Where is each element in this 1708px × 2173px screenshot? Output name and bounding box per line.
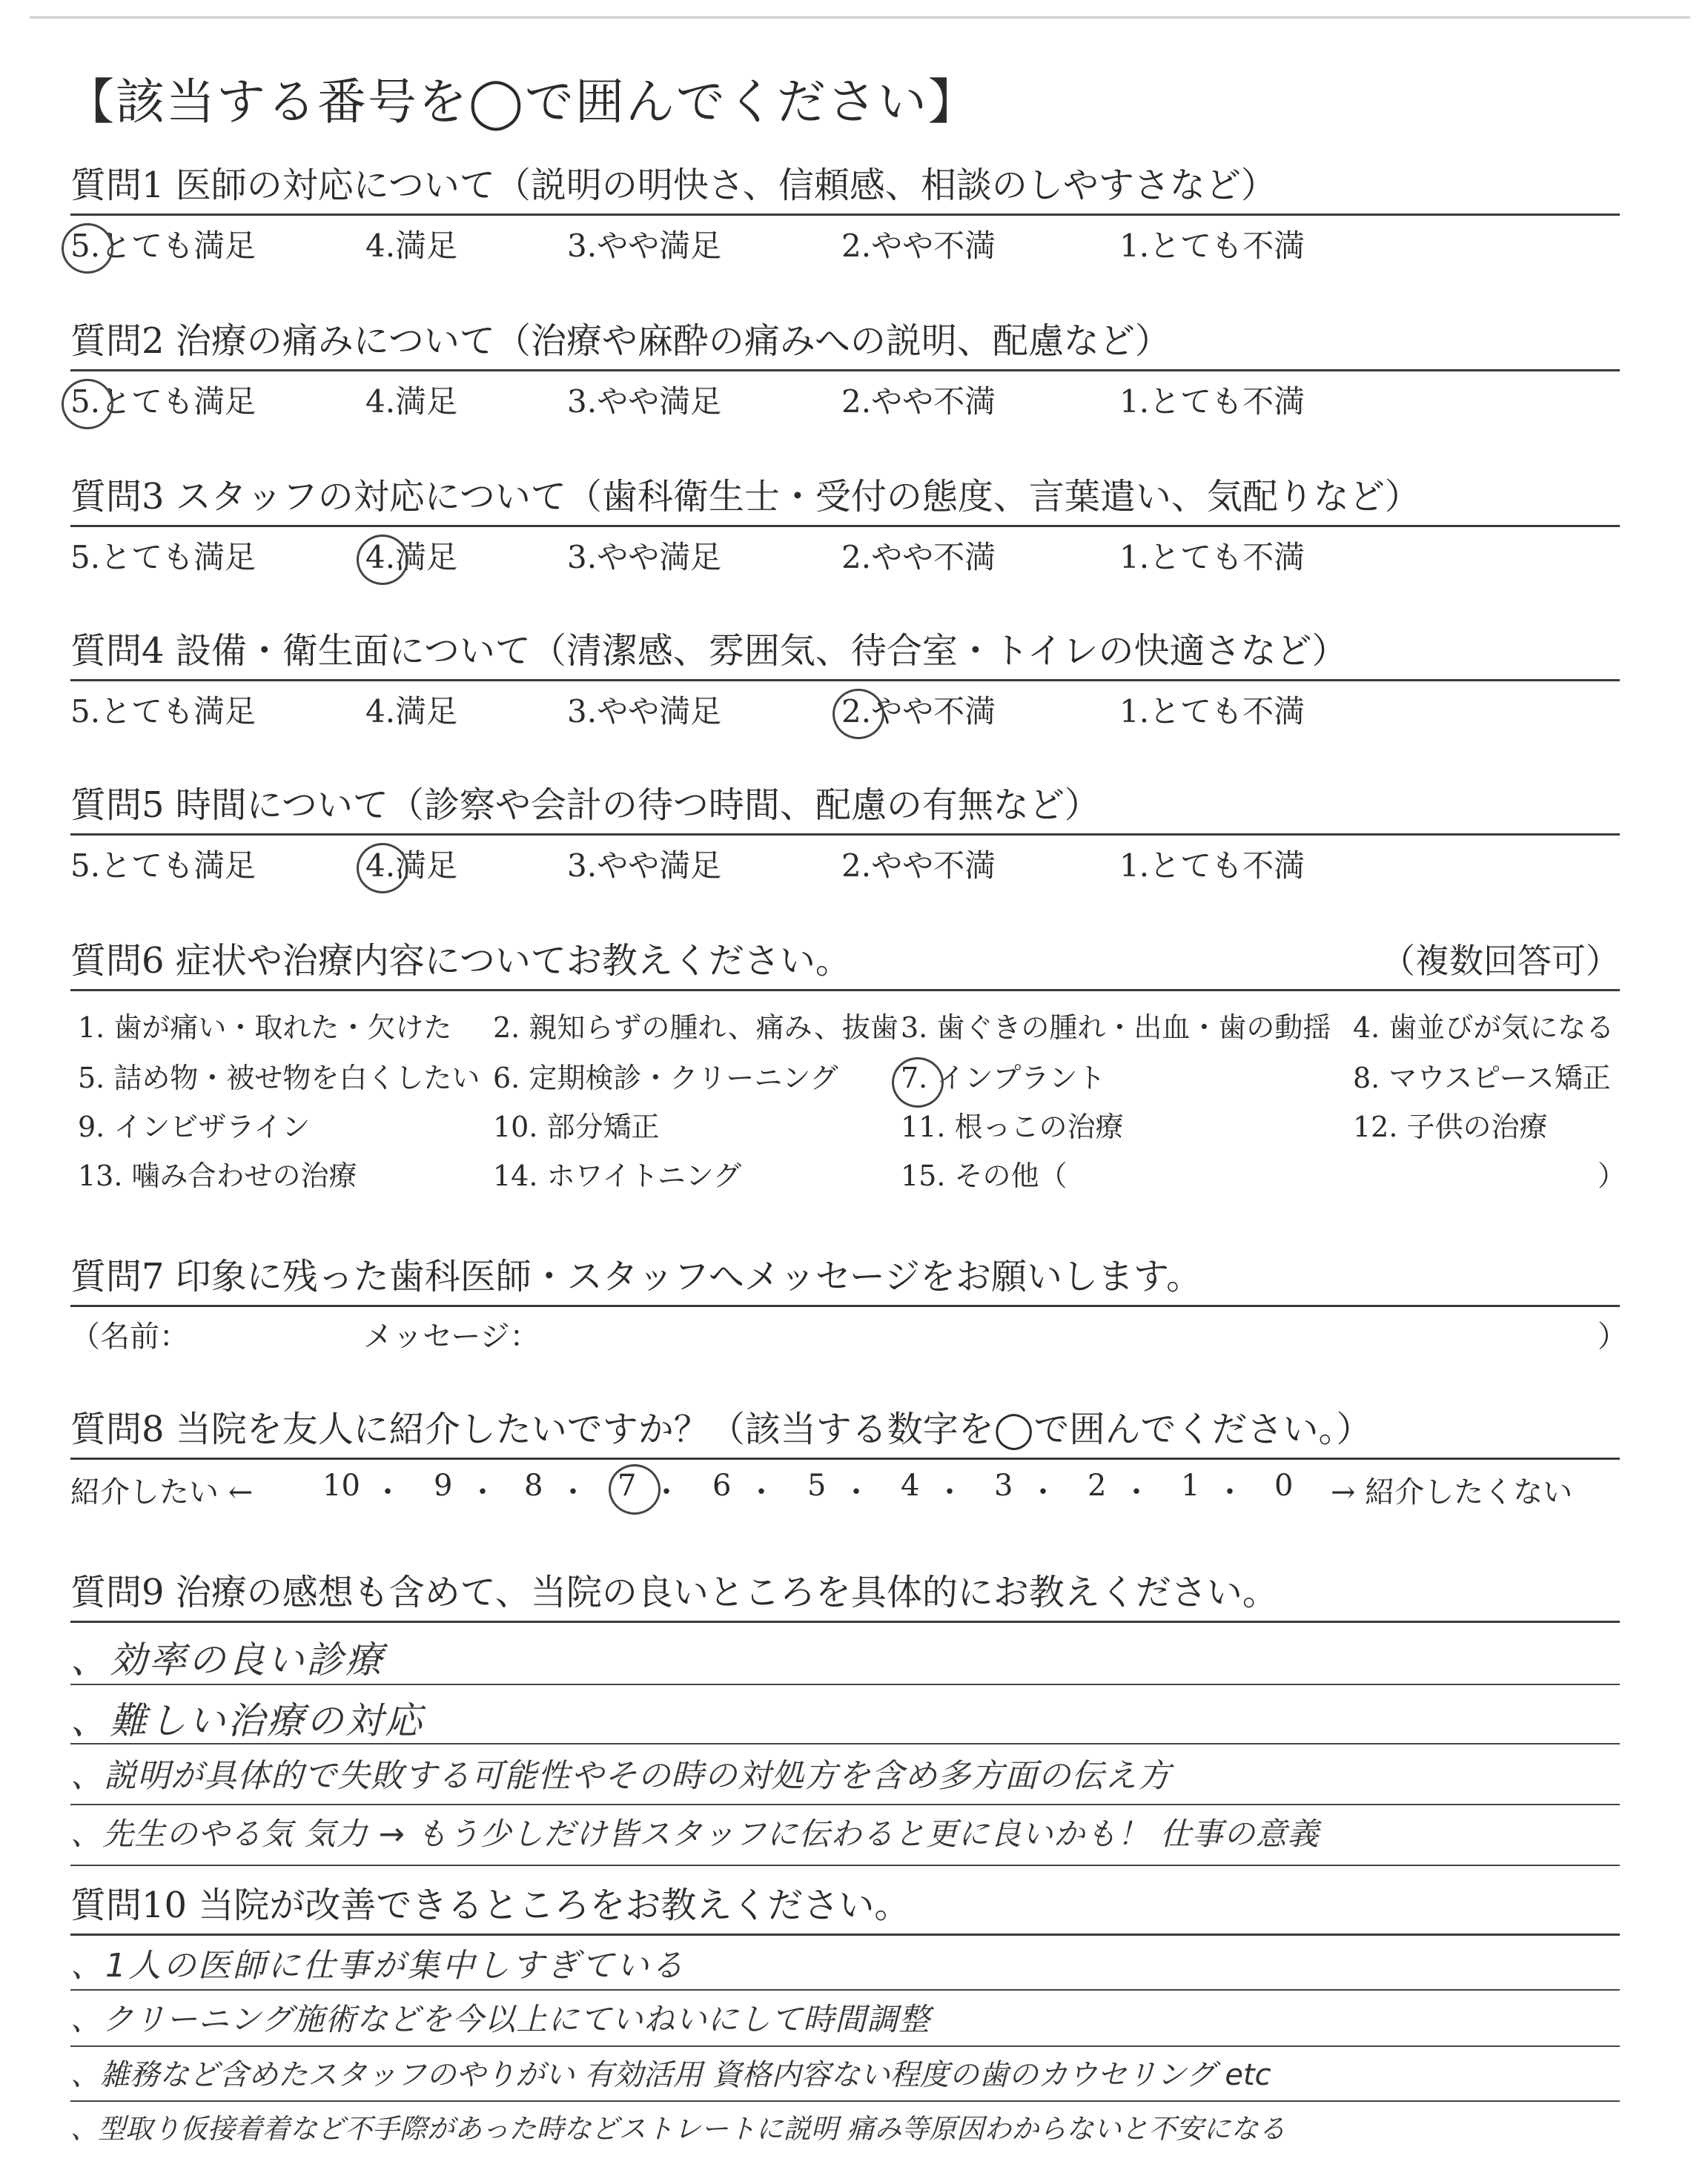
- q6-option-1-number: 1.: [78, 1011, 105, 1044]
- question-9: [70, 1569, 1620, 1934]
- q9-answer-line: [70, 1804, 1620, 1805]
- q1-option-4-label: 満足: [395, 228, 458, 264]
- question-8-title: 質問8 当院を友人に紹介したいですか？（該当する数字を◯で囲んでください。）: [70, 1409, 1372, 1450]
- q6-option-13[interactable]: [78, 1153, 357, 1194]
- q2-option-4-number: 4.: [365, 383, 396, 420]
- q9-answer-4: 、先生のやる気 気力 → もう少しだけ皆スタッフに伝わると更に良いかも！ 仕事の意義: [70, 1816, 1320, 1852]
- q6-option-15-number: 15.: [901, 1160, 946, 1192]
- q8-dot: ・: [1028, 1475, 1058, 1509]
- q2-option-1-label: とても不満: [1149, 383, 1305, 420]
- q3-option-2-label: やや不満: [871, 539, 996, 575]
- q10-answer-line: [70, 2100, 1620, 2102]
- question-5: [70, 781, 1620, 883]
- question-10: [70, 1882, 1620, 2173]
- q3-option-4-number: 4.: [365, 539, 396, 575]
- q6-option-12-label: 子供の治療: [1406, 1111, 1548, 1143]
- q5-option-2-number: 2.: [841, 847, 872, 884]
- q6-option-9-label: インビザライン: [113, 1111, 311, 1143]
- q6-option-12[interactable]: [1353, 1104, 1548, 1145]
- q4-option-4[interactable]: [365, 687, 457, 732]
- q2-option-1-number: 1.: [1119, 383, 1150, 420]
- q4-option-5-label: とても満足: [100, 693, 256, 730]
- q1-option-2-label: やや不満: [871, 228, 996, 264]
- q1-option-5[interactable]: [70, 222, 256, 266]
- q6-option-5-label: 詰め物・被せ物を白くしたい: [113, 1062, 480, 1094]
- q5-option-5-number: 5.: [70, 847, 101, 884]
- q2-option-5-label: とても満足: [100, 383, 256, 420]
- q10-answer-2: 、クリーニング施術などを今以上にていねいにして時間調整: [70, 2001, 931, 2037]
- q5-option-2-label: やや不満: [871, 847, 996, 884]
- q8-scale-6[interactable]: 6: [712, 1469, 732, 1503]
- question-10-title: 質問10 当院が改善できるところをお教えください。: [70, 1885, 910, 1926]
- q6-option-7-number: 7.: [901, 1062, 928, 1094]
- page-title: 【該当する番号を◯で囲んでください】: [65, 73, 979, 130]
- q2-option-4[interactable]: [365, 377, 457, 422]
- q6-option-9[interactable]: [78, 1104, 310, 1145]
- q8-scale-1[interactable]: 1: [1181, 1469, 1200, 1503]
- question-7-title: 質問7 印象に残った歯科医師・スタッフへメッセージをお願いします。: [70, 1256, 1202, 1297]
- q3-option-1-label: とても不満: [1149, 539, 1305, 575]
- q3-option-1-number: 1.: [1119, 539, 1150, 575]
- q1-option-4-number: 4.: [365, 228, 396, 264]
- q9-answer-line: [70, 1743, 1620, 1744]
- question-6-title-row: [70, 937, 1620, 985]
- q5-option-4[interactable]: [365, 841, 457, 886]
- q6-option-11[interactable]: [901, 1104, 1124, 1145]
- q6-option-15-label: その他（: [954, 1160, 1068, 1192]
- q3-option-2-number: 2.: [841, 539, 872, 575]
- q10-answer-line: [70, 2045, 1620, 2047]
- q3-option-4[interactable]: [365, 533, 457, 578]
- q4-option-1-label: とても不満: [1149, 693, 1305, 730]
- q6-option-7[interactable]: [901, 1055, 1105, 1096]
- q5-option-3[interactable]: [567, 841, 721, 886]
- q6-option-1-label: 歯が痛い・取れた・欠けた: [113, 1011, 452, 1044]
- q1-option-3-number: 3.: [567, 228, 598, 264]
- q7-name-field[interactable]: （名前：: [70, 1320, 189, 1354]
- q6-option-5[interactable]: [78, 1055, 480, 1096]
- q6-option-11-number: 11.: [901, 1111, 946, 1143]
- q2-option-3-number: 3.: [567, 383, 598, 420]
- question-8-scale: [70, 1460, 1620, 1507]
- q8-dot: ・: [747, 1475, 776, 1509]
- q9-answer-line: [70, 1684, 1620, 1685]
- q9-answer-1: 、効率の良い診療: [70, 1638, 385, 1681]
- q8-scale-3[interactable]: 3: [994, 1469, 1013, 1503]
- q8-scale-4[interactable]: 4: [901, 1469, 920, 1503]
- q6-option-12-number: 12.: [1353, 1111, 1398, 1143]
- q6-option-6-number: 6.: [493, 1062, 520, 1094]
- q2-option-2-number: 2.: [841, 383, 872, 420]
- q8-dot: ・: [935, 1475, 964, 1509]
- q6-option-4-label: 歯並びが気になる: [1388, 1011, 1615, 1044]
- question-6-note: （複数回答可）: [1381, 941, 1620, 981]
- q10-answer-4: 、型取り仮接着着など不手際があった時などストレートに説明 痛み等原因わからないと不安になる: [70, 2113, 1286, 2145]
- q8-right-label: → 紹介したくない: [1331, 1475, 1573, 1509]
- q3-option-2[interactable]: [841, 533, 996, 578]
- question-3: [70, 473, 1620, 575]
- q2-option-3[interactable]: [567, 377, 721, 422]
- q5-option-4-label: 満足: [395, 847, 458, 884]
- question-4-options: [70, 681, 1620, 729]
- q2-option-3-label: やや満足: [597, 383, 722, 420]
- q4-option-3-label: やや満足: [597, 693, 722, 730]
- question-6: [70, 937, 1626, 1195]
- q4-option-1[interactable]: [1119, 687, 1305, 732]
- q1-option-3-label: やや満足: [597, 228, 722, 264]
- q3-option-3-number: 3.: [567, 539, 598, 575]
- q9-answer-3: 、説明が具体的で失敗する可能性やその時の対処方を含め多方面の伝え方: [70, 1757, 1171, 1795]
- q6-option-8-number: 8.: [1353, 1062, 1380, 1094]
- q8-dot: ・: [468, 1475, 497, 1509]
- q6-option-14[interactable]: [493, 1153, 741, 1194]
- q10-answer-1: 、1人の医師に仕事が集中しすぎている: [70, 1947, 686, 1985]
- question-4: [70, 627, 1620, 729]
- q1-option-2[interactable]: [841, 222, 996, 266]
- question-2-options: [70, 371, 1620, 419]
- q8-scale-10[interactable]: 10: [322, 1469, 360, 1503]
- q6-option-3[interactable]: [901, 1005, 1331, 1045]
- q6-option-11-label: 根っこの治療: [954, 1111, 1124, 1143]
- question-1-options: [70, 216, 1620, 263]
- q6-option-15[interactable]: [901, 1153, 1068, 1194]
- q8-scale-8[interactable]: 8: [524, 1469, 543, 1503]
- q4-option-3[interactable]: [567, 687, 721, 732]
- q8-scale-9[interactable]: 9: [434, 1469, 453, 1503]
- q6-option-4[interactable]: [1353, 1005, 1614, 1045]
- q6-option-2-label: 親知らずの腫れ、痛み、抜歯: [529, 1011, 898, 1044]
- q6-other-close-paren: ）: [1598, 1160, 1626, 1192]
- q6-option-1[interactable]: [78, 1005, 451, 1045]
- q6-option-2-number: 2.: [493, 1011, 520, 1044]
- q6-option-6[interactable]: [493, 1055, 838, 1096]
- question-10-answers: [70, 1936, 1620, 2173]
- q6-option-13-label: 噛み合わせの治療: [131, 1160, 357, 1192]
- q8-left-label: 紹介したい ←: [70, 1475, 254, 1509]
- q4-option-4-label: 満足: [395, 693, 458, 730]
- q1-option-5-number: 5.: [70, 228, 101, 264]
- q9-answer-2: 、難しい治療の対応: [70, 1699, 424, 1742]
- q7-close-paren: ）: [1598, 1320, 1627, 1354]
- question-2: [70, 317, 1620, 419]
- q1-option-1-label: とても不満: [1149, 228, 1305, 264]
- question-7: [70, 1253, 1627, 1355]
- question-5-options: [70, 836, 1620, 883]
- q8-scale-0[interactable]: 0: [1274, 1469, 1294, 1503]
- q8-scale-7[interactable]: 7: [618, 1469, 637, 1503]
- question-6-options: [70, 991, 1626, 1195]
- q2-option-5-number: 5.: [70, 383, 101, 420]
- q3-option-1[interactable]: [1119, 533, 1305, 578]
- question-3-title: 質問3 スタッフの対応について（歯科衛生士・受付の態度、言葉遣い、気配りなど）: [70, 476, 1420, 517]
- q1-option-4[interactable]: [365, 222, 457, 266]
- q6-option-6-label: 定期検診・クリーニング: [529, 1062, 838, 1094]
- q6-option-10-label: 部分矯正: [546, 1111, 660, 1143]
- q8-dot: ・: [652, 1475, 681, 1509]
- q8-scale-2[interactable]: 2: [1088, 1469, 1107, 1503]
- q7-message-field[interactable]: メッセージ：: [363, 1320, 540, 1354]
- q6-option-13-number: 13.: [78, 1160, 123, 1192]
- q4-option-2-label: やや不満: [871, 693, 996, 730]
- q10-answer-line: [70, 1989, 1620, 1991]
- question-2-title: 質問2 治療の痛みについて（治療や麻酔の痛みへの説明、配慮など）: [70, 320, 1171, 362]
- q6-option-8[interactable]: [1353, 1055, 1611, 1096]
- q3-option-5-number: 5.: [70, 539, 101, 575]
- question-1-title: 質問1 医師の対応について（説明の明快さ、信頼感、相談のしやすさなど）: [70, 165, 1277, 206]
- q5-option-1[interactable]: [1119, 841, 1305, 886]
- question-1: [70, 162, 1620, 263]
- q3-option-3-label: やや満足: [597, 539, 722, 575]
- q6-option-4-number: 4.: [1353, 1011, 1380, 1044]
- q4-option-2-number: 2.: [841, 693, 872, 730]
- question-3-options: [70, 527, 1620, 575]
- q6-option-5-number: 5.: [78, 1062, 105, 1094]
- question-8: [70, 1406, 1620, 1507]
- q4-option-1-number: 1.: [1119, 693, 1150, 730]
- q6-option-10-number: 10.: [493, 1111, 538, 1143]
- q6-option-3-label: 歯ぐきの腫れ・出血・歯の動揺: [936, 1011, 1331, 1044]
- q6-option-9-number: 9.: [78, 1111, 105, 1143]
- q8-scale-5[interactable]: 5: [807, 1469, 827, 1503]
- question-7-fields: [70, 1307, 1627, 1355]
- q5-option-1-number: 1.: [1119, 847, 1150, 884]
- q5-option-1-label: とても不満: [1149, 847, 1305, 884]
- q6-option-3-number: 3.: [901, 1011, 928, 1044]
- top-border: [30, 16, 1690, 19]
- q2-option-5[interactable]: [70, 377, 256, 422]
- q2-option-2-label: やや不満: [871, 383, 996, 420]
- q8-dot: ・: [1215, 1475, 1245, 1509]
- q4-option-3-number: 3.: [567, 693, 598, 730]
- question-4-title: 質問4 設備・衛生面について（清潔感、雰囲気、待合室・トイレの快適さなど）: [70, 630, 1348, 672]
- q2-option-1[interactable]: [1119, 377, 1305, 422]
- question-9-title: 質問9 治療の感想も含めて、当院の良いところを具体的にお教えください。: [70, 1572, 1278, 1613]
- q5-option-4-number: 4.: [365, 847, 396, 884]
- q1-option-3[interactable]: [567, 222, 721, 266]
- q9-answer-line: [70, 1865, 1620, 1866]
- q4-option-4-number: 4.: [365, 693, 396, 730]
- q3-option-5[interactable]: [70, 533, 256, 578]
- q3-option-3[interactable]: [567, 533, 721, 578]
- q8-dot: ・: [841, 1475, 871, 1509]
- q2-option-4-label: 満足: [395, 383, 458, 420]
- q1-option-5-label: とても満足: [100, 228, 256, 264]
- q6-option-7-label: インプラント: [936, 1062, 1106, 1094]
- q6-option-14-number: 14.: [493, 1160, 538, 1192]
- q6-option-14-label: ホワイトニング: [546, 1160, 742, 1192]
- q6-option-8-label: マウスピース矯正: [1388, 1062, 1611, 1094]
- q1-option-2-number: 2.: [841, 228, 872, 264]
- q6-option-2[interactable]: [493, 1005, 898, 1045]
- q3-option-5-label: とても満足: [100, 539, 256, 575]
- q1-option-1[interactable]: [1119, 222, 1305, 266]
- q2-option-2[interactable]: [841, 377, 996, 422]
- q5-option-5-label: とても満足: [100, 847, 256, 884]
- q6-option-10[interactable]: [493, 1104, 660, 1145]
- q4-option-2[interactable]: [841, 687, 996, 732]
- q8-dot: ・: [558, 1475, 588, 1509]
- q8-dot: ・: [1122, 1475, 1151, 1509]
- q5-option-5[interactable]: [70, 841, 256, 886]
- q1-option-1-number: 1.: [1119, 228, 1150, 264]
- q5-option-3-number: 3.: [567, 847, 598, 884]
- q5-option-3-label: やや満足: [597, 847, 722, 884]
- q10-answer-3: 、雑務など含めたスタッフのやりがい 有効活用 資格内容ない程度の歯のカウセリング etc: [70, 2058, 1271, 2092]
- question-5-title: 質問5 時間について（診察や会計の待つ時間、配慮の有無など）: [70, 784, 1100, 826]
- q4-option-5-number: 5.: [70, 693, 101, 730]
- q5-option-2[interactable]: [841, 841, 996, 886]
- q8-dot: ・: [373, 1475, 403, 1509]
- q3-option-4-label: 満足: [395, 539, 458, 575]
- question-6-title: 質問6 症状や治療内容についてお教えください。: [70, 940, 851, 982]
- q4-option-5[interactable]: [70, 687, 256, 732]
